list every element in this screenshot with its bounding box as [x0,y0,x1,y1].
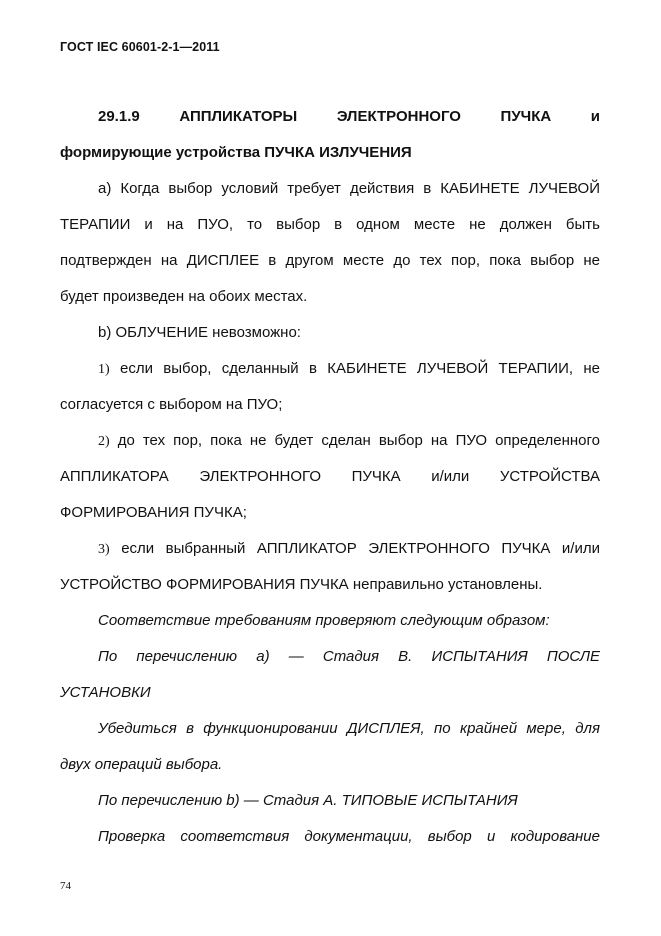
compliance-item-a-continuation: УСТАНОВКИ [60,684,151,701]
list-item-3-continuation: УСТРОЙСТВО ФОРМИРОВАНИЯ ПУЧКА неправильно установлены. [60,576,543,593]
section-number: 29.1.9 [98,108,140,125]
document-header: ГОСТ IEC 60601-2-1—2011 [60,40,220,54]
list-item-2-continuation: АППЛИКАТОРА ЭЛЕКТРОННОГО ПУЧКА и/или УСТРОЙСТВА [60,468,600,485]
page-number: 74 [60,880,71,892]
compliance-item-b: По перечислению b) — Стадия А. ТИПОВЫЕ ИСПЫТАНИЯ [98,792,518,809]
para-a-line: подтвержден на ДИСПЛЕЕ в другом месте до тех пор, пока выбор не [60,252,600,269]
list-item-2-number: 2) [98,434,110,449]
section-heading [60,99,600,135]
list-item-1-text: если выбор, сделанный в КАБИНЕТЕ ЛУЧЕВОЙ ТЕРАПИИ, не [119,360,600,377]
compliance-item-a: По перечислению а) — Стадия В. ИСПЫТАНИЯ ПОСЛЕ [98,648,600,665]
compliance-check-a: Убедиться в функционировании ДИСПЛЕЯ, по крайней мере, для [98,720,600,737]
section-heading-continuation: формирующие устройства ПУЧКА ИЗЛУЧЕНИЯ [60,144,412,161]
list-item-3-text: если выбранный АППЛИКАТОР ЭЛЕКТРОННОГО ПУЧКА и/или [121,540,600,557]
compliance-intro: Соответствие требованиям проверяют следующим образом: [98,612,550,629]
list-item-3 [60,531,600,567]
compliance-check-a-continuation: двух операций выбора. [60,756,223,773]
heading-word-1: АППЛИКАТОРЫ [179,108,298,125]
list-item-2-text: до тех пор, пока не будет сделан выбор на ПУО определенного [117,432,600,449]
para-a-line: а) Когда выбор условий требует действия в КАБИНЕТЕ ЛУЧЕВОЙ [98,180,600,197]
para-a-line: будет произведен на обоих местах. [60,288,308,305]
para-a-line: ТЕРАПИИ и на ПУО, то выбор в одном месте не должен быть [60,216,600,233]
heading-word-4: и [590,108,600,125]
list-item-1 [60,351,600,387]
list-item-2 [60,423,600,459]
document-body [60,99,600,855]
list-item-1-number: 1) [98,362,110,377]
heading-word-3: ПУЧКА [500,108,552,125]
heading-word-2: ЭЛЕКТРОННОГО [336,108,461,125]
list-item-1-continuation: согласуется с выбором на ПУО; [60,396,283,413]
list-item-3-number: 3) [98,542,110,557]
compliance-check-b: Проверка соответствия документации, выбор и кодирование [98,828,600,845]
para-b-intro: b) ОБЛУЧЕНИЕ невозможно: [98,324,301,341]
list-item-2-continuation: ФОРМИРОВАНИЯ ПУЧКА; [60,504,247,521]
